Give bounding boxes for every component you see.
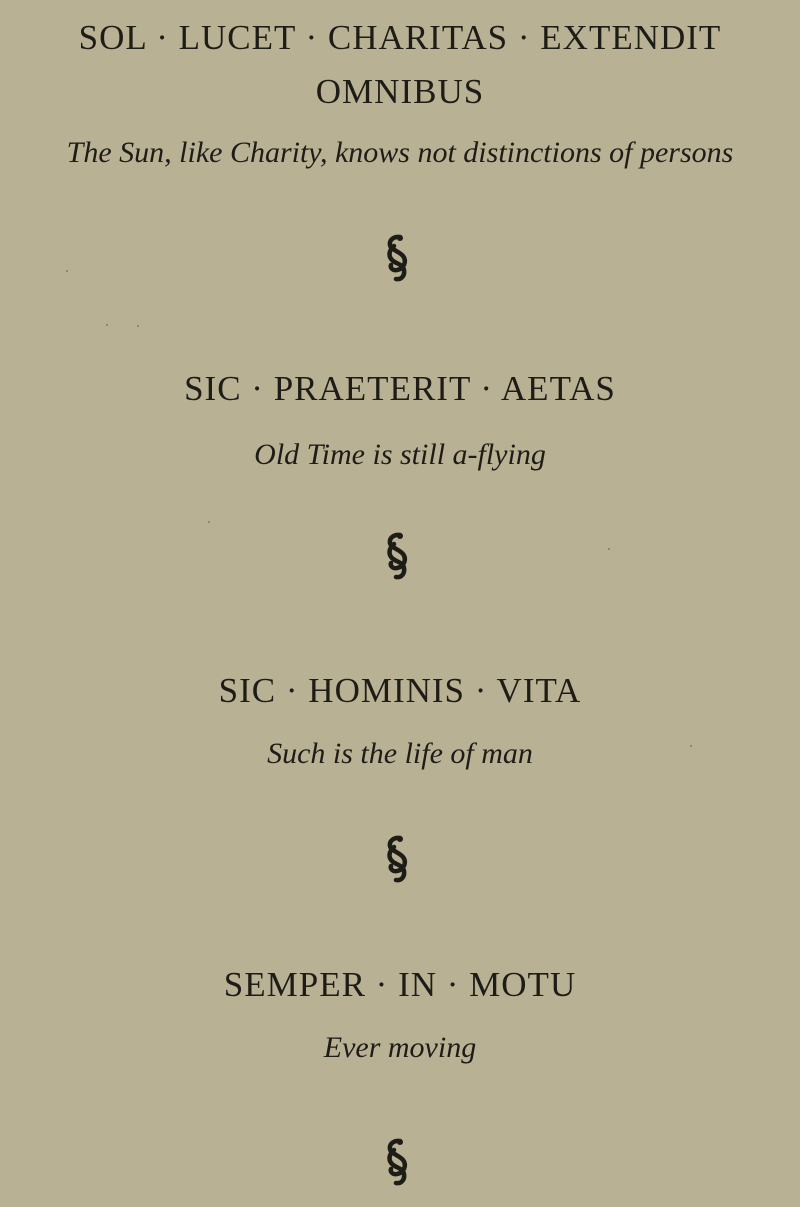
section-ornament-icon bbox=[382, 1138, 412, 1186]
motto-1-latin-line-1: SOL · LUCET · CHARITAS · EXTENDIT bbox=[78, 18, 722, 57]
motto-1-latin-line-2: OMNIBUS bbox=[315, 72, 485, 111]
paper-speck bbox=[66, 270, 68, 272]
motto-4-translation: Ever moving bbox=[323, 1031, 477, 1064]
section-ornament-icon bbox=[382, 532, 412, 580]
motto-3-latin: SIC · HOMINIS · VITA bbox=[218, 671, 582, 710]
section-ornament-icon bbox=[382, 835, 412, 883]
paper-speck bbox=[137, 325, 139, 327]
motto-2-translation: Old Time is still a-flying bbox=[254, 438, 546, 471]
paper-speck bbox=[608, 548, 610, 550]
paper-speck bbox=[106, 324, 108, 326]
section-ornament-icon bbox=[382, 234, 412, 282]
motto-3-translation: Such is the life of man bbox=[267, 737, 533, 770]
motto-2-latin: SIC · PRAETERIT · AETAS bbox=[184, 369, 616, 408]
motto-4-latin: SEMPER · IN · MOTU bbox=[223, 965, 577, 1004]
motto-1-translation: The Sun, like Charity, knows not distinctions of persons bbox=[66, 136, 734, 169]
paper-speck bbox=[208, 521, 210, 523]
paper-speck bbox=[690, 745, 692, 747]
